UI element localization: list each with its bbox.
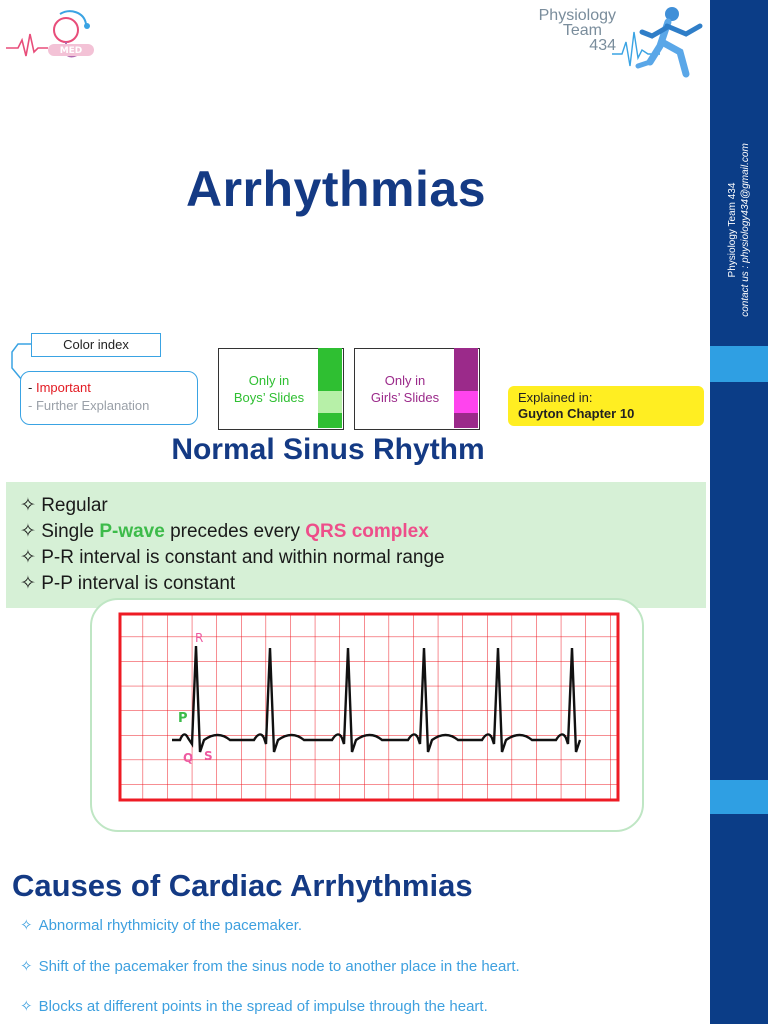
sidebar-email: contact us : physiology434@gmail.com xyxy=(740,143,751,317)
list-item: ✧ Single P-wave precedes every QRS complex xyxy=(20,521,429,542)
color-index-important: - Important xyxy=(28,380,91,395)
ecg-label-s: S xyxy=(204,749,213,763)
sidebar-team: Physiology Team 434 xyxy=(727,182,738,278)
girls-slides-color-bar xyxy=(454,348,478,428)
list-item: ✧ P-R interval is constant and within normal range xyxy=(20,547,445,568)
page-title: Arrhythmias xyxy=(185,161,487,217)
color-index-label: Color index xyxy=(31,333,161,357)
boys-slides-color-bar xyxy=(318,348,342,428)
color-index-further: - Further Explanation xyxy=(28,398,150,413)
list-item: ✧ Abnormal rhythmicity of the pacemaker. xyxy=(20,917,303,934)
explained-in-badge: Explained in: Guyton Chapter 10 xyxy=(508,386,704,426)
ecg-label-q: Q xyxy=(183,751,194,765)
list-item: ✧ Shift of the pacemaker from the sinus node to another place in the heart. xyxy=(20,958,520,975)
med-logo-icon xyxy=(4,6,104,66)
team-logo-text: Physiology Team 434 xyxy=(538,7,616,54)
list-item: ✧ Regular xyxy=(20,495,108,516)
girls-slides-swatch xyxy=(454,391,478,413)
section-heading-causes: Causes of Cardiac Arrhythmias xyxy=(12,868,473,903)
ecg-strip xyxy=(118,612,620,802)
boys-slides-box: Only in Boys’ Slides xyxy=(218,348,344,430)
sidebar-tab-upper xyxy=(710,346,768,382)
boys-slides-swatch xyxy=(318,391,342,413)
list-item: ✧ P-P interval is constant xyxy=(20,573,236,594)
girls-slides-box: Only in Girls’ Slides xyxy=(354,348,480,430)
ecg-label-p: P xyxy=(178,711,188,726)
ecg-label-r: R xyxy=(195,631,204,645)
svg-text:MED: MED xyxy=(59,46,83,56)
sidebar-contact xyxy=(712,120,766,340)
section-heading-normal-sinus: Normal Sinus Rhythm xyxy=(171,433,485,466)
list-item: ✧ Blocks at different points in the spread of impulse through the heart. xyxy=(20,998,488,1015)
sidebar-tab-lower xyxy=(710,780,768,814)
